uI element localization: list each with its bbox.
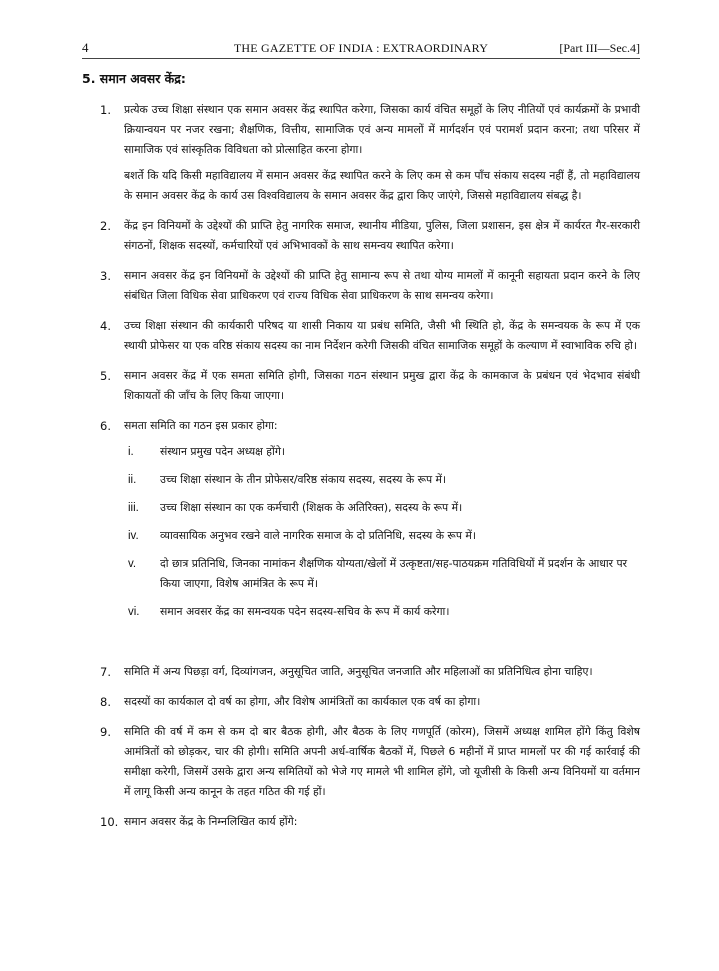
sub-item-number: vi. [128,606,140,618]
clause-number: 9. [100,725,111,739]
clause-number: 4. [100,319,111,333]
sub-item-number: v. [128,558,137,570]
clause-text: उच्च शिक्षा संस्थान की कार्यकारी परिषद या शासी निकाय या प्रबंध समिति, जैसी भी स्थिति हो, केंद्र के समन्वयक के रूप में एक स्थायी प्रोफेसर या एक वरिष्ठ संकाय सदस्य का नाम निर्देशन करेगी जिसकी वंचित सामाजिक समूहों के कल्याण में स्वाभाविक रुचि हो। [124,319,640,352]
sub-item-text: समान अवसर केंद्र का समन्वयक पदेन सदस्य-सचिव के रूप में कार्य करेगा। [160,605,450,618]
clause-4 [100,316,640,356]
clause-text: समिति में अन्य पिछड़ा वर्ग, दिव्यांगजन, अनुसूचित जाति, अनुसूचित जनजाति और महिलाओं का प्रतिनिधित्व होना चाहिए। [124,665,593,678]
sub-item [124,602,640,622]
section-body [100,100,640,842]
clause-text: समता समिति का गठन इस प्रकार होगा: [124,419,278,432]
clause-number: 5. [100,369,111,383]
clause-7 [100,662,640,682]
clause-10 [100,812,640,832]
sub-item-number: ii. [128,474,137,486]
page-number: 4 [82,40,89,55]
gazette-title: THE GAZETTE OF INDIA : EXTRAORDINARY [233,41,489,55]
clause-3 [100,266,640,306]
clause-8 [100,692,640,712]
sub-item-text: उच्च शिक्षा संस्थान के तीन प्रोफेसर/वरिष्ठ संकाय सदस्य, सदस्य के रूप में। [160,473,447,486]
sub-item-text: व्यावसायिक अनुभव रखने वाले नागरिक समाज के दो प्रतिनिधि, सदस्य के रूप में। [160,529,476,542]
committee-composition-list [124,442,640,622]
sub-item [124,470,640,490]
part-section-label: [Part III—Sec.4] [559,41,640,55]
sub-item-number: iv. [128,530,139,542]
clause-number: 3. [100,269,111,283]
sub-item-text: उच्च शिक्षा संस्थान का एक कर्मचारी (शिक्षक के अतिरिक्त), सदस्य के रूप में। [160,501,463,514]
sub-item-text: दो छात्र प्रतिनिधि, जिनका नामांकन शैक्षणिक योग्यता/खेलों में उत्कृष्टता/सह-पाठयक्रम गतिविधियों में प्रदर्शन के आधार पर किया जाएगा, विशेष आमंत्रित के रूप में। [160,557,628,590]
sub-item [124,442,640,462]
clause-6 [100,416,640,652]
clause-number: 10. [100,815,119,829]
clause-9 [100,722,640,802]
sub-item-number: i. [128,446,134,458]
clause-text: सदस्यों का कार्यकाल दो वर्ष का होगा, और विशेष आमंत्रितों का कार्यकाल एक वर्ष का होगा। [124,695,481,708]
clause-text: केंद्र इन विनियमों के उद्देश्यों की प्राप्ति हेतु नागरिक समाज, स्थानीय मीडिया, पुलिस, जिला प्रशासन, इस क्षेत्र में कार्यरत गैर-सरकारी संगठनों, शिक्षक सदस्यों, कर्मचारियों एवं अभिभावकों के साथ समन्वय स्थापित करेगा। [124,219,640,252]
clause-1 [100,100,640,206]
sub-item [124,554,640,594]
section-title: 5. समान अवसर केंद्र: [82,71,186,86]
sub-item [124,498,640,518]
clause-proviso: बशर्ते कि यदि किसी महाविद्यालय में समान अवसर केंद्र स्थापित करने के लिए कम से कम पाँच संकाय सदस्य नहीं हैं, तो महाविद्यालय के समान अवसर केंद्र के कार्य उस विश्वविद्यालय के समान अवसर केंद्र द्वारा किए जाएंगे, जिससे महाविद्यालय संबद्ध है। [124,169,640,202]
clause-text: समान अवसर केंद्र में एक समता समिति होगी, जिसका गठन संस्थान प्रमुख द्वारा केंद्र के कामकाज के प्रबंधन एवं भेदभाव संबंधी शिकायतों की जाँच के लिए किया जाएगा। [124,369,640,402]
clause-number: 2. [100,219,111,233]
clause-text: समान अवसर केंद्र के निम्नलिखित कार्य होंगे: [124,815,298,828]
clause-5 [100,366,640,406]
clause-number: 8. [100,695,111,709]
clause-text: समान अवसर केंद्र इन विनियमों के उद्देश्यों की प्राप्ति हेतु सामान्य रूप से तथा योग्य मामलों में कानूनी सहायता प्रदान करने के लिए संबंधित जिला विधिक सेवा प्राधिकरण एवं राज्य विधिक सेवा प्राधिकरण के साथ समन्वय करेगा। [124,269,640,302]
clause-number: 1. [100,103,111,117]
sub-item [124,526,640,546]
sub-item-number: iii. [128,502,139,514]
page-header [82,40,640,59]
sub-item-text: संस्थान प्रमुख पदेन अध्यक्ष होंगे। [160,445,285,458]
clause-number: 6. [100,419,111,433]
clause-number: 7. [100,665,111,679]
clause-text: समिति की वर्ष में कम से कम दो बार बैठक होगी, और बैठक के लिए गणपूर्ति (कोरम), जिसमें अध्यक्ष शामिल होंगे किंतु विशेष आमंत्रितों को छोड़कर, चार की होगी। समिति अपनी अर्ध-वार्षिक बैठकों में, पिछले 6 महीनों में प्राप्त मामलों पर की गई कार्रवाई की समीक्षा करेगी, जिसमें उसके द्वारा अन्य समितियों को भेजे गए मामले भी शामिल होंगे, जो यूजीसी के किसी अन्य विनियमों या वर्तमान में लागू किसी अन्य कानून के तहत गठित की गई हों। [124,725,640,798]
spacer [124,630,640,652]
clause-2 [100,216,640,256]
clause-text: प्रत्येक उच्च शिक्षा संस्थान एक समान अवसर केंद्र स्थापित करेगा, जिसका कार्य वंचित समूहों के लिए नीतियों एवं कार्यक्रमों के प्रभावी क्रियान्वयन पर नजर रखना; शैक्षणिक, वित्तीय, सामाजिक एवं अन्य मामलों में मार्गदर्शन एवं परामर्श प्रदान करना; तथा परिसर में सामाजिक एवं सांस्कृतिक विविधता को प्रोत्साहित करना होगा। [124,103,640,156]
